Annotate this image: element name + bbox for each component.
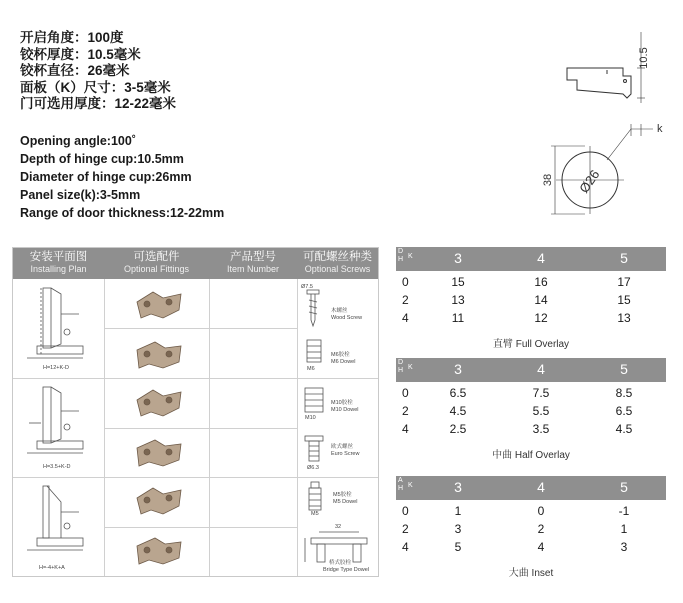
inset-table: A H K 3 4 5 0 1 0 -1 2 3 2 1 4 5 4 3 大曲 Inset xyxy=(396,476,666,580)
spec-en-cup-diameter: Diameter of hinge cup:26mm xyxy=(20,170,192,184)
spec-cn-cup-diameter: 铰杯直径：26毫米 xyxy=(20,63,130,78)
fitting-image-4 xyxy=(133,436,185,472)
inset-caption: 大曲 Inset xyxy=(508,568,554,579)
screw-wood: Ø7.5 木螺丝 Wood Screw xyxy=(299,284,377,332)
plan-formula-2: H=3.5+K-D xyxy=(43,464,71,470)
inset-header: A H K 3 4 5 xyxy=(396,476,666,500)
cup-side-profile xyxy=(567,32,645,103)
fitting-image-1 xyxy=(133,288,185,324)
full-overlay-table: D H K 3 4 5 0 15 16 17 2 13 14 15 4 11 12 13 直臂 Full Overlay xyxy=(396,247,666,351)
fitting-image-2 xyxy=(133,338,185,374)
cup-height-label: 38 xyxy=(542,173,554,187)
spec-en-door-thickness: Range of door thickness:12-22mm xyxy=(20,206,225,220)
spec-cn-cup-depth: 铰杯厚度：10.5毫米 xyxy=(20,46,141,62)
fitting-image-5 xyxy=(133,484,185,520)
plan-drawing-full-overlay xyxy=(17,284,101,376)
cup-front-view xyxy=(551,124,653,214)
plan-drawing-inset xyxy=(17,482,101,574)
k-dimension-label: k xyxy=(657,123,663,135)
euro-screw-icon xyxy=(301,432,327,466)
header-optional-screws: 可配螺丝种类 Optional Screws xyxy=(303,251,372,274)
half-overlay-caption: 中曲 Half Overlay xyxy=(492,450,570,461)
header-item-number: 产品型号 Item Number xyxy=(226,251,279,274)
full-overlay-caption: 直臂 Full Overlay xyxy=(492,339,570,350)
screw-euro: 欧式螺丝 Euro Screw Ø6.3 xyxy=(299,432,377,474)
screw-bridge-dowel: 32 桥式胶栓 Bridge Type Dowel xyxy=(299,524,377,574)
specs-english xyxy=(20,132,224,222)
spec-cn-opening-angle: 开启角度：100度 xyxy=(20,30,124,45)
header-installing-plan: 安装平面图 Installing Plan xyxy=(29,251,88,274)
specs-chinese xyxy=(20,30,176,113)
header-optional-fittings: 可选配件 Optional Fittings xyxy=(123,251,190,274)
fitting-image-3 xyxy=(133,386,185,422)
spec-en-panel-size: Panel size(k):3-5mm xyxy=(20,188,141,202)
spec-cn-panel-size: 面板（K）尺寸：3-5毫米 xyxy=(20,79,171,95)
installation-table xyxy=(12,247,379,577)
plan-formula-3: H=-4+K+A xyxy=(39,565,65,571)
full-overlay-header: D H K 3 4 5 xyxy=(396,247,666,271)
cup-depth-label: 10.5 xyxy=(638,47,650,69)
half-overlay-header: D H K 3 4 5 xyxy=(396,358,666,382)
hinge-cup-diagram xyxy=(542,28,675,228)
spec-en-cup-depth: Depth of hinge cup:10.5mm xyxy=(20,152,184,166)
plan-drawing-half-overlay xyxy=(17,383,101,475)
screw-m10-dowel: M10胶栓 M10 Dowel M10 xyxy=(299,384,377,426)
cup-diameter-label: Ø26 xyxy=(576,167,603,196)
plan-formula-1: H=12+K-D xyxy=(43,365,69,371)
spec-cn-door-thickness: 门可选用厚度：12-22毫米 xyxy=(20,96,177,111)
screw-m6-dowel: M6胶栓 M6 Dowel M6 xyxy=(299,336,377,376)
fitting-image-6 xyxy=(133,534,185,570)
screw-m5-dowel: M5胶栓 M5 Dowel M5 xyxy=(299,480,377,520)
installation-table-header xyxy=(13,248,378,279)
half-overlay-table: D H K 3 4 5 0 6.5 7.5 8.5 2 4.5 5.5 6.5 4 2.5 3.5 4.5 中曲 Half Overlay xyxy=(396,358,666,462)
spec-en-opening-angle: Opening angle:100˚ xyxy=(20,134,136,148)
